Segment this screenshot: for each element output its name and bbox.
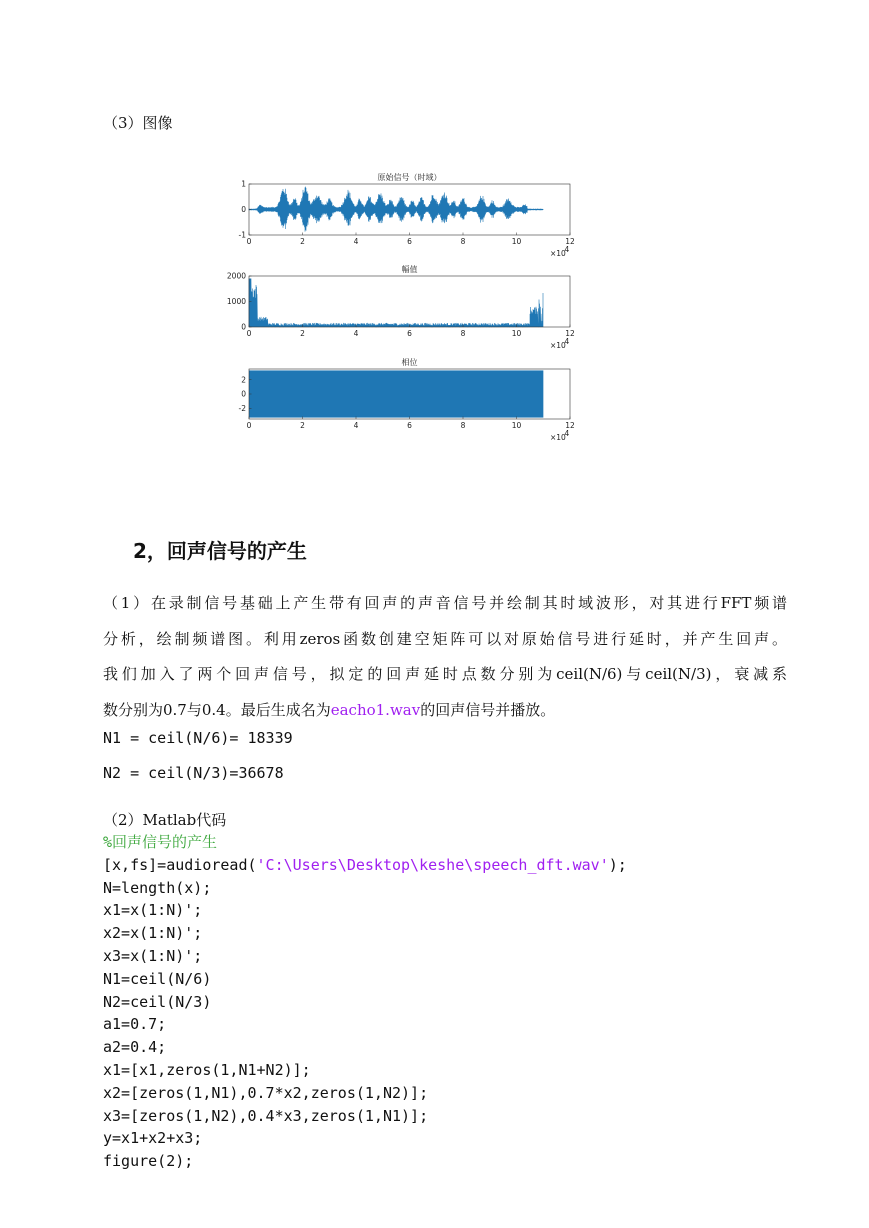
code-line: a1=0.7; xyxy=(103,1015,167,1034)
code-line: figure(2); xyxy=(103,1152,194,1171)
y-tick-label: 2 xyxy=(241,375,246,385)
paragraph-line-4 xyxy=(103,693,787,729)
code-line: x2=[zeros(1,N1),0.7*x2,zeros(1,N2)]; xyxy=(103,1083,429,1102)
x-axis-multiplier-exponent: 4 xyxy=(564,337,570,346)
code-audioread-post: ); xyxy=(608,855,627,874)
paragraph-line-4-post: 的回声信号并播放。 xyxy=(420,700,556,719)
y-tick-label: 2000 xyxy=(226,271,246,281)
x-tick-label: 0 xyxy=(246,329,252,338)
subplot-title: 幅值 xyxy=(401,265,418,274)
code-title: （2）Matlab代码 xyxy=(103,811,227,829)
x-tick-label: 0 xyxy=(246,237,252,246)
x-tick-label: 6 xyxy=(407,237,412,246)
code-line-audioread xyxy=(103,854,627,877)
code-line: a2=0.4; xyxy=(103,1038,167,1057)
x-tick-label: 2 xyxy=(300,237,305,246)
x-tick-label: 10 xyxy=(511,237,522,246)
x-tick-label: 8 xyxy=(460,329,466,338)
y-tick-label: 1 xyxy=(241,179,246,189)
x-tick-label: 12 xyxy=(565,329,575,338)
equation-n1: N1 = ceil(N/6)= 18339 xyxy=(103,729,293,747)
code-line: x1=x(1:N)'; xyxy=(103,901,203,920)
equation-n2: N2 = ceil(N/3)=36678 xyxy=(103,764,284,782)
x-tick-label: 12 xyxy=(565,237,575,246)
code-line: x3=[zeros(1,N2),0.4*x3,zeros(1,N1)]; xyxy=(103,1106,429,1125)
code-line: x1=[x1,zeros(1,N1+N2)]; xyxy=(103,1060,311,1079)
x-tick-label: 8 xyxy=(460,237,466,246)
subplot-title: 相位 xyxy=(401,358,418,367)
x-axis-multiplier: ×10 xyxy=(550,433,566,442)
code-line: y=x1+x2+x3; xyxy=(103,1129,203,1148)
phase-signal-band xyxy=(249,370,543,417)
x-tick-label: 10 xyxy=(511,421,522,430)
x-tick-label: 4 xyxy=(353,237,359,246)
code-line: N=length(x); xyxy=(103,878,212,897)
paragraph-line-4-pre: 数分别为0.7与0.4。最后生成名为 xyxy=(103,700,331,719)
x-axis-multiplier-exponent: 4 xyxy=(564,245,570,254)
x-axis-multiplier: ×10 xyxy=(550,341,566,350)
paragraph-line-2: 分析，绘制频谱图。利用zeros函数创建空矩阵可以对原始信号进行延时，并产生回声。 xyxy=(103,629,787,648)
paragraph-echo-description xyxy=(103,586,787,728)
x-tick-label: 2 xyxy=(300,421,305,430)
y-tick-label: -1 xyxy=(238,230,246,240)
code-line: x3=x(1:N)'; xyxy=(103,946,203,965)
x-tick-label: 8 xyxy=(460,421,466,430)
subplot-title: 原始信号（时域） xyxy=(377,173,442,182)
section-title: 2，回声信号的产生 xyxy=(133,539,307,563)
y-tick-label: 0 xyxy=(241,389,246,399)
x-tick-label: 12 xyxy=(565,421,575,430)
x-tick-label: 6 xyxy=(407,329,412,338)
magnitude-spectrum xyxy=(249,279,543,327)
x-axis-multiplier: ×10 xyxy=(550,249,566,258)
code-line: N1=ceil(N/6) xyxy=(103,969,212,988)
x-tick-label: 4 xyxy=(353,421,359,430)
sub-heading: （3）图像 xyxy=(103,114,173,132)
x-tick-label: 6 xyxy=(407,421,412,430)
x-tick-label: 10 xyxy=(511,329,522,338)
x-tick-label: 0 xyxy=(246,421,252,430)
y-tick-label: 0 xyxy=(241,322,246,332)
code-comment: %回声信号的产生 xyxy=(103,833,218,851)
code-audioread-pre: [x,fs]=audioread( xyxy=(103,855,257,874)
time-domain-waveform xyxy=(249,187,543,232)
y-tick-label: 0 xyxy=(241,205,246,215)
paragraph-line-1: （1）在录制信号基础上产生带有回声的声音信号并绘制其时域波形，对其进行FFT频谱 xyxy=(103,594,787,612)
figure-signal-plots xyxy=(222,168,582,452)
x-tick-label: 2 xyxy=(300,329,305,338)
code-audioread-string: 'C:\Users\Desktop\keshe\speech_dft.wav' xyxy=(256,855,609,874)
code-block xyxy=(103,831,627,1173)
subplots-svg xyxy=(222,168,582,452)
x-tick-label: 4 xyxy=(353,329,359,338)
y-tick-label: 1000 xyxy=(226,297,246,307)
code-line: x2=x(1:N)'; xyxy=(103,924,203,943)
y-tick-label: -2 xyxy=(238,403,246,413)
subplot-axes-box xyxy=(249,276,570,327)
code-line: N2=ceil(N/3) xyxy=(103,992,212,1011)
paragraph-line-3: 我们加入了两个回声信号，拟定的回声延时点数分别为ceil(N/6)与ceil(N/3)，衰减系 xyxy=(103,665,787,683)
filename-link: eacho1.wav xyxy=(330,700,421,719)
x-axis-multiplier-exponent: 4 xyxy=(564,429,570,438)
